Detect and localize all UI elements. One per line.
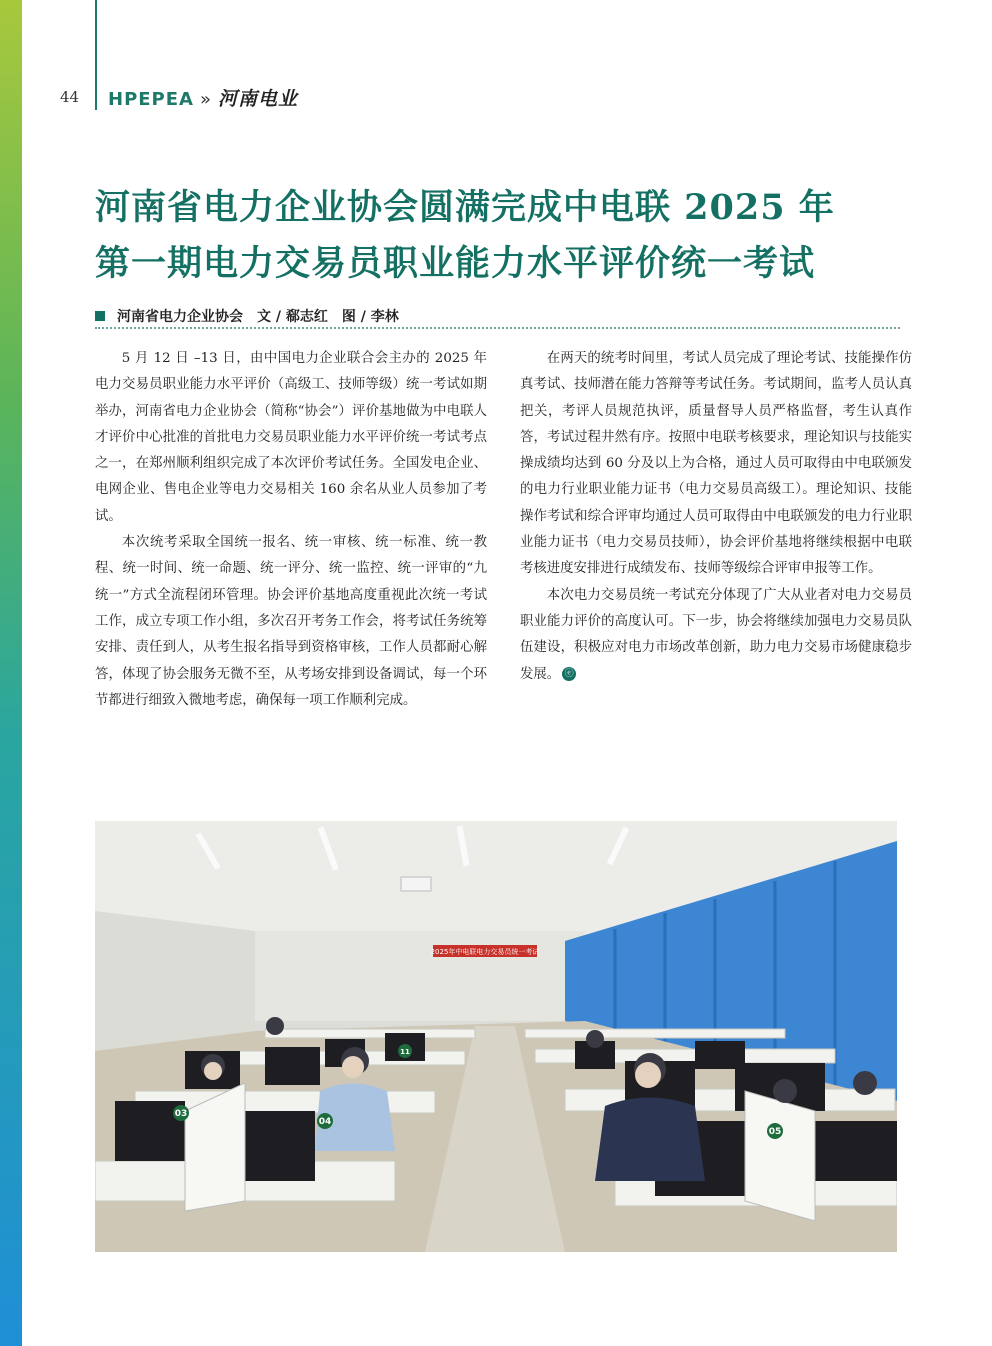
magazine-brand [108,84,298,111]
byline-dotted-rule [95,327,900,329]
byline-square-icon [95,311,105,321]
paragraph-last [520,583,912,688]
brand-chinese: 河南电业 [218,88,299,110]
paragraph: 本次统考采取全国统一报名、统一审核、统一标准、统一教程、统一时间、统一命题、统一评分、统一监控、统一评审的“九统一”方式全流程闭环管理。协会评价基地高度重视此次统一考试工作，成立专项工作小组，多次召开考务工作会，将考试任务统筹安排、责任到人，从考生报名指导到资格审核，工作人员都耐心解答，体现了协会服务无微不至，从考场安排到设备调试，每一个环节都进行细致入微地考虑，确保每一项工作顺利完成。 [95,535,487,708]
paragraph: 在两天的统考时间里，考试人员完成了理论考试、技能操作仿真考试、技师潜在能力答辩等考试任务。考试期间，监考人员认真把关，考评人员规范执评，质量督导人员严格监督，考生认真作答，考试过程井然有序。按照中电联考核要求，理论知识与技能实操成绩均达到 60 分及以上为合格，通过人员可取得由中电联颁发的电力行业职业能力证书（电力交易员高级工）。理论知识、技能操作考试和综合评审均通过人员可取得由中电联颁发的电力行业职业能力证书（电力交易员技师），协会评价基地将继续根据中电联考核进度安排进行成绩发布、技师等级综合评审申报等工作。 [520,351,912,577]
page-side-color-bar [0,0,22,1346]
article-title [95,180,900,292]
brand-separator: » [199,89,212,110]
seat-label-04: 04 [318,1117,332,1127]
byline-author: 文 / 郗志红 [257,309,328,325]
exam-room-illustration [95,821,897,1252]
paragraph-text: 本次电力交易员统一考试充分体现了广大从业者对电力交易员职业能力评价的高度认可。下一步，协会将继续加强电力交易员队伍建设，积极应对电力市场改革创新，助力电力交易市场健康稳步发展。 [520,587,912,682]
seat-label-03: 03 [174,1109,188,1119]
seat-label-05: 05 [768,1127,782,1137]
article-column-left [95,346,487,714]
byline-photographer: 图 / 李林 [341,309,399,325]
paragraph: 5 月 12 日 –13 日，由中国电力企业联合会主办的 2025 年电力交易员职业能力水平评价（高级工、技师等级）统一考试如期举办，河南省电力企业协会（简称“协会”）评价基地做为中电联人才评价中心批准的首批电力交易员职业能力水平评价统一考试考点之一，在郑州顺利组织完成了本次评价考试任务。全国发电企业、电网企业、售电企业等电力交易相关 160 余名从业人员参加了考试。 [95,351,487,524]
header-vertical-rule [95,0,97,110]
byline-organization: 河南省电力企业协会 [117,309,243,325]
title-line-2: 第一期电力交易员职业能力水平评价统一考试 [95,243,816,284]
exam-room-photo [95,821,897,1252]
brand-latin: HPEPEA [108,89,194,110]
seat-label-11: 11 [400,1048,410,1056]
article-end-mark-icon: ⓔ [562,667,576,681]
exam-banner-text: 2025年中电联电力交易员统一考试 [430,948,540,956]
page-number: 44 [60,88,80,106]
title-line-1: 河南省电力企业协会圆满完成中电联 2025 年 [95,187,835,228]
article-column-right [520,346,912,688]
article-byline [95,305,900,327]
